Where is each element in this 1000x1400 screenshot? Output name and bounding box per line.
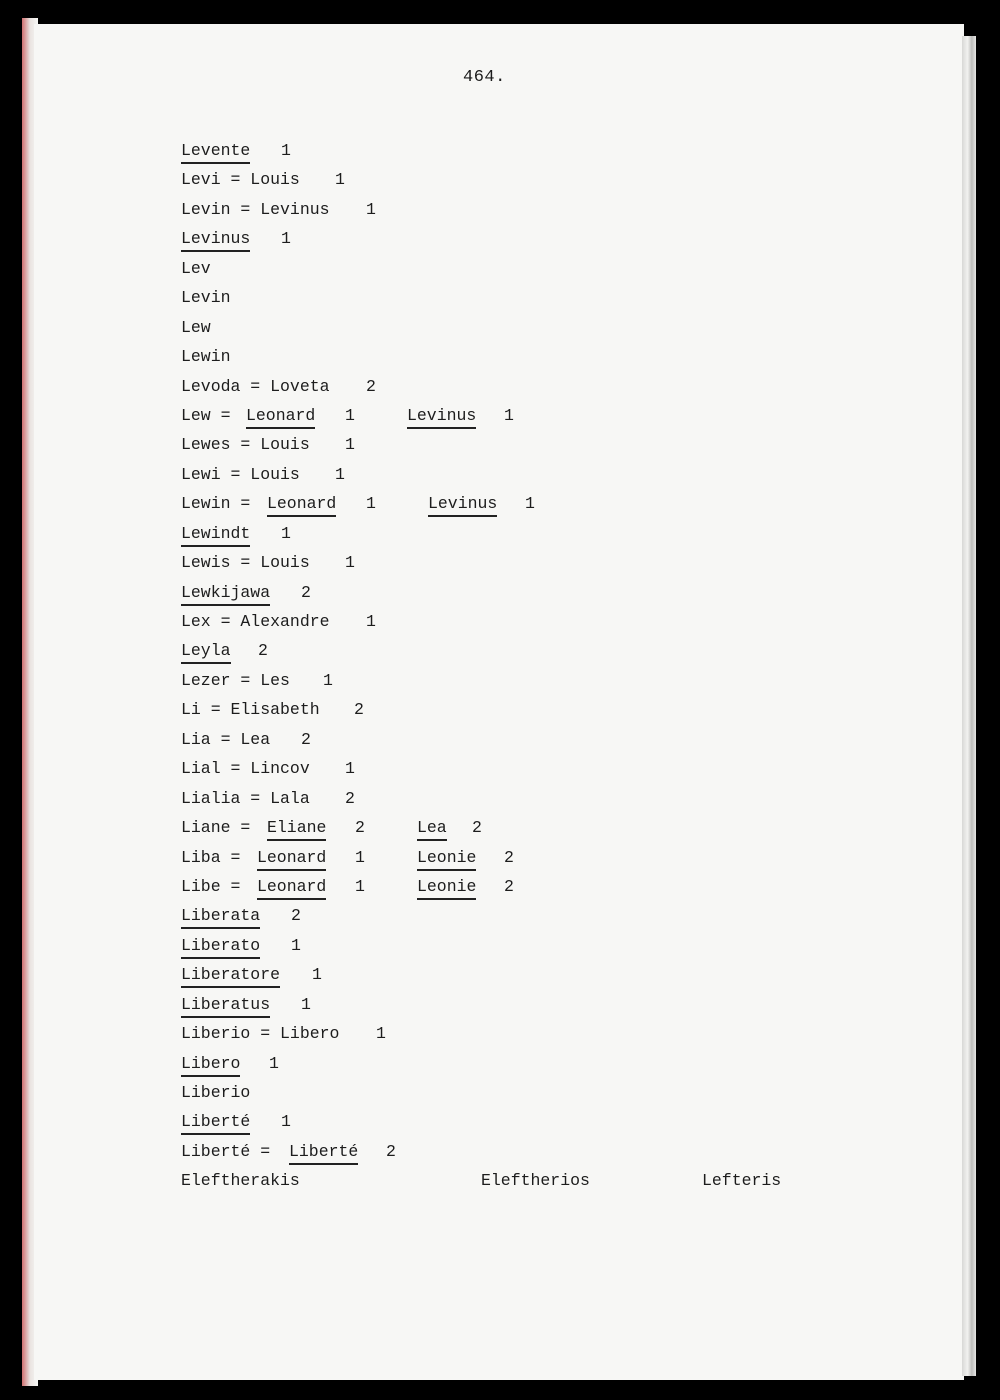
entry-text: 1 (323, 670, 333, 690)
name-entry (181, 901, 821, 930)
entry-text: Levi = Louis (181, 170, 300, 190)
entry-text: Lezer = Les (181, 670, 290, 690)
underlined-name: Levinus (428, 489, 497, 518)
name-entry (181, 1107, 821, 1136)
underlined-name: Liberté (289, 1137, 358, 1166)
entry-text: 2 (504, 847, 514, 867)
entry-text: 1 (301, 994, 311, 1014)
entry-text: 2 (355, 818, 365, 838)
entry-text: Levin (181, 288, 231, 308)
name-entry (181, 843, 821, 872)
entry-text: 2 (301, 582, 311, 602)
underlined-name: Liberatus (181, 990, 270, 1019)
name-entry (181, 460, 821, 489)
entry-text: Lia = Lea (181, 729, 271, 749)
entry-text: Libe = (181, 876, 251, 896)
name-entry (181, 548, 821, 577)
entry-text: Levoda = Loveta (181, 376, 330, 396)
entry-text: Lefteris (702, 1171, 782, 1191)
entry-text: 1 (345, 435, 355, 455)
underlined-name: Leonard (246, 401, 315, 430)
underlined-name: Leonie (417, 872, 476, 901)
entry-text: 1 (345, 405, 355, 425)
entry-text: 1 (345, 553, 355, 573)
name-entry (181, 489, 821, 518)
underlined-name: Levinus (407, 401, 476, 430)
entry-text: Lex = Alexandre (181, 612, 330, 631)
underlined-name: Leonard (257, 843, 326, 872)
entry-text: 1 (335, 464, 345, 484)
entry-text: Lew (181, 317, 211, 337)
underlined-name: Lea (417, 813, 447, 842)
underlined-name: Levente (181, 136, 250, 165)
name-entry (181, 224, 821, 253)
entry-text: 2 (504, 876, 514, 896)
entry-text: 1 (366, 199, 376, 219)
name-entry (181, 342, 821, 371)
entry-text: Levin = Levinus (181, 199, 330, 219)
entry-text: 1 (504, 405, 514, 425)
entry-text: 1 (281, 229, 291, 249)
name-entry (181, 1166, 821, 1195)
entry-text: 1 (366, 612, 376, 631)
name-entry (181, 607, 821, 636)
entry-text: Liane = (181, 818, 261, 838)
entry-text: 1 (281, 523, 291, 543)
name-entry (181, 1137, 821, 1166)
entry-text: 1 (312, 965, 322, 985)
entry-text: Eleftherakis (181, 1171, 300, 1191)
entry-text: Lialia = Lala (181, 788, 310, 808)
underlined-name: Liberata (181, 901, 260, 930)
name-entry (181, 960, 821, 989)
entry-text: Liberté = (181, 1141, 281, 1161)
underlined-name: Leyla (181, 636, 231, 665)
entry-text: 1 (345, 759, 355, 779)
entry-text: 2 (354, 700, 364, 720)
name-entry (181, 136, 821, 165)
name-entry (181, 990, 821, 1019)
entry-text: 2 (291, 906, 301, 926)
name-entry (181, 519, 821, 548)
entry-text: Liberio (181, 1083, 251, 1102)
name-entry (181, 283, 821, 312)
entry-text: 2 (258, 641, 268, 661)
entry-text: 2 (301, 729, 311, 749)
name-entry (181, 1078, 821, 1107)
name-entry (181, 578, 821, 607)
name-entry (181, 813, 821, 842)
entry-text: Lewin = (181, 494, 261, 514)
entry-text: Lewis = Louis (181, 553, 310, 573)
entry-text: 2 (345, 788, 355, 808)
underlined-name: Leonie (417, 843, 476, 872)
entry-text: 2 (386, 1141, 396, 1161)
entry-text: 1 (355, 876, 365, 896)
entry-text: 1 (376, 1024, 386, 1044)
page-number: 464. (463, 68, 506, 87)
page-edge-stack (962, 36, 976, 1376)
entry-text: 1 (335, 170, 345, 190)
name-entry (181, 636, 821, 665)
underlined-name: Leonard (267, 489, 336, 518)
entry-text: 2 (366, 376, 376, 396)
name-entry (181, 1019, 821, 1048)
name-index-list (181, 136, 821, 1196)
underlined-name: Leonard (257, 872, 326, 901)
underlined-name: Liberato (181, 931, 260, 960)
underlined-name: Lewindt (181, 519, 250, 548)
underlined-name: Lewkijawa (181, 578, 270, 607)
entry-text: Liberio = Libero (181, 1024, 340, 1044)
name-entry (181, 1049, 821, 1078)
name-entry (181, 666, 821, 695)
entry-text: 1 (366, 494, 376, 514)
entry-text: Lew = (181, 405, 241, 425)
name-entry (181, 725, 821, 754)
name-entry (181, 313, 821, 342)
name-entry (181, 754, 821, 783)
name-entry (181, 695, 821, 724)
underlined-name: Libero (181, 1049, 240, 1078)
name-entry (181, 195, 821, 224)
entry-text: Lewi = Louis (181, 464, 300, 484)
entry-text: 2 (472, 818, 482, 838)
name-entry (181, 872, 821, 901)
name-entry (181, 430, 821, 459)
entry-text: 1 (355, 847, 365, 867)
entry-text: 1 (269, 1053, 279, 1073)
entry-text: 1 (281, 141, 291, 160)
underlined-name: Levinus (181, 224, 250, 253)
name-entry (181, 372, 821, 401)
entry-text: 1 (291, 935, 301, 955)
name-entry (181, 401, 821, 430)
name-entry (181, 931, 821, 960)
entry-text: Eleftherios (481, 1171, 590, 1191)
entry-text: Liba = (181, 847, 251, 867)
entry-text: Lewin (181, 347, 231, 367)
entry-text: Lev (181, 258, 211, 278)
entry-text: Lewes = Louis (181, 435, 310, 455)
underlined-name: Liberatore (181, 960, 280, 989)
name-entry (181, 254, 821, 283)
entry-text: Lial = Lincov (181, 759, 310, 779)
name-entry (181, 784, 821, 813)
name-entry (181, 165, 821, 194)
entry-text: Li = Elisabeth (181, 700, 320, 720)
entry-text: 1 (281, 1112, 291, 1132)
underlined-name: Eliane (267, 813, 326, 842)
entry-text: 1 (525, 494, 535, 514)
underlined-name: Liberté (181, 1107, 250, 1136)
